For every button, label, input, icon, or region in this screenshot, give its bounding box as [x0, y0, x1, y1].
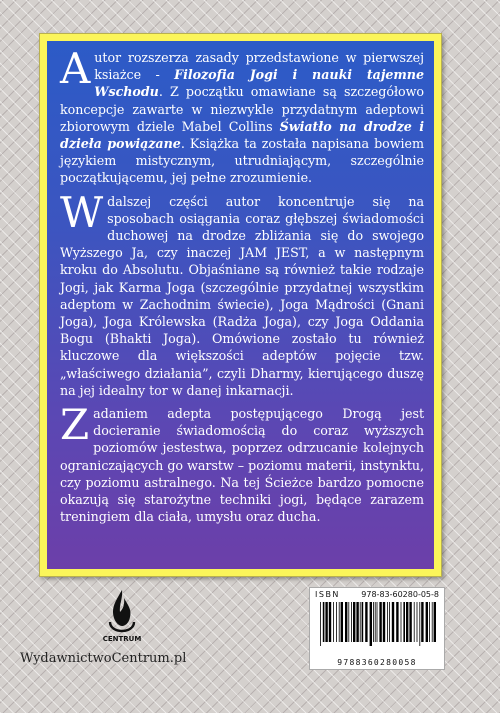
barcode-stripe — [403, 602, 405, 642]
book-title: Filozofia Jogi i nauki tajemne Wschodu — [94, 67, 424, 100]
barcode-stripe — [362, 602, 364, 642]
barcode-stripe — [341, 602, 343, 642]
barcode-stripe — [353, 602, 355, 642]
description-panel — [47, 41, 434, 569]
barcode-stripe — [356, 602, 358, 642]
barcode-stripe — [434, 602, 436, 642]
paragraph-2 — [60, 187, 424, 399]
barcode-stripe — [389, 602, 390, 642]
barcode-stripe — [320, 602, 321, 646]
barcode-stripe — [325, 602, 327, 642]
barcode-stripe — [377, 602, 378, 642]
barcode-stripe — [370, 602, 372, 646]
paragraph-3 — [60, 400, 424, 525]
drop-cap: Z — [60, 400, 90, 450]
text-run: . Książka ta została napisana bowiem językiem mistycznym, utrudniającym, szczególnie początkującemu, jej pełne zrozumienie. — [60, 136, 424, 186]
barcode-stripe — [329, 602, 331, 642]
barcode-stripe — [339, 602, 340, 642]
barcode-stripe — [379, 602, 381, 642]
publisher-website: WydawnictwoCentrum.pl — [20, 651, 187, 666]
barcode-stripe — [432, 602, 433, 642]
barcode-stripe — [365, 602, 367, 642]
barcode-stripe — [392, 602, 394, 642]
text-run: adaniem adepta postępującego Drogą jest docieranie świadomością do coraz wyższych poziomów jestestwa, poprzez odrzucanie kolejnych ograniczających go warstw – poziomu materii, instynktu, czy poziomu astralnego. Na tej Ścieżce bardzo pomocne okazują się starożytne techniki jogi, będące zarazem treningiem dla ciała, umysłu oraz ducha. — [60, 406, 424, 525]
barcode-stripe — [417, 602, 418, 642]
barcode-stripe — [429, 602, 430, 642]
barcode-stripe — [373, 602, 374, 642]
barcode-bars — [318, 602, 436, 654]
barcode-stripe — [345, 602, 347, 642]
text-run: . Z początku omawiane są szczegółowo koncepcje zawarte w niezwykle przydatnym adeptowi zbiorowym dziele Mabel Collins — [60, 84, 424, 134]
book-title: Światło na drodze i dzieła powiązane — [60, 118, 424, 152]
logo-wordmark: CENTRUM — [102, 635, 142, 643]
barcode-stripe — [426, 602, 428, 642]
barcode-stripe — [360, 602, 361, 642]
text-run: utor rozszerza zasady przedstawione w pierwszej ksiażce - — [94, 50, 424, 83]
barcode-stripe — [323, 602, 325, 642]
barcode-stripe — [375, 602, 376, 642]
barcode-digits: 9788360280058 — [337, 658, 417, 667]
isbn-number: 978-83-60280-05-8 — [361, 590, 439, 599]
barcode-stripe — [336, 602, 337, 642]
barcode-stripe — [401, 602, 402, 642]
text-run: dalszej części autor koncentruje się na sposobach osiągania coraz głębszej świadomości duchowej na drodze zbliżania się do swojego Wyższego Ja, czy inaczej JAM JEST, a w następnym kroku do Absolutu. Objaśniane są również takie rodzaje Jogi, jak Karma Joga (szczególnie przydatnej wszystkim adeptom w Zachodnim świecie), Joga Mądrości (Gnani Joga), Joga Królewska (Radża Joga), czy Joga Oddania Bogu (Bhakti Joga). Omówione zostało tu również kluczowe dla większości adeptów pojęcie tzw. „właściwego działania”, czyli Dharmy, kierującego duszę na jej idealny tor w danej inkarnacji. — [60, 193, 424, 398]
barcode-stripe — [414, 602, 415, 642]
barcode-stripe — [406, 602, 408, 642]
barcode-stripe — [348, 602, 349, 642]
barcode-stripe — [409, 602, 411, 642]
barcode-stripe — [396, 602, 398, 642]
drop-cap: A — [60, 44, 91, 93]
barcode-stripe — [333, 602, 334, 642]
barcode-stripe — [387, 602, 388, 642]
drop-cap: W — [60, 187, 104, 237]
back-cover-frame — [39, 33, 442, 577]
barcode-stripe — [419, 602, 420, 646]
barcode-stripe — [421, 602, 423, 642]
barcode-stripe — [383, 602, 385, 642]
centrum-flame-icon — [102, 588, 142, 644]
barcode-stripe — [351, 602, 352, 642]
publisher-logo — [20, 588, 220, 668]
isbn-barcode — [309, 587, 445, 670]
isbn-label: ISBN — [315, 590, 340, 599]
paragraph-1 — [60, 44, 424, 187]
